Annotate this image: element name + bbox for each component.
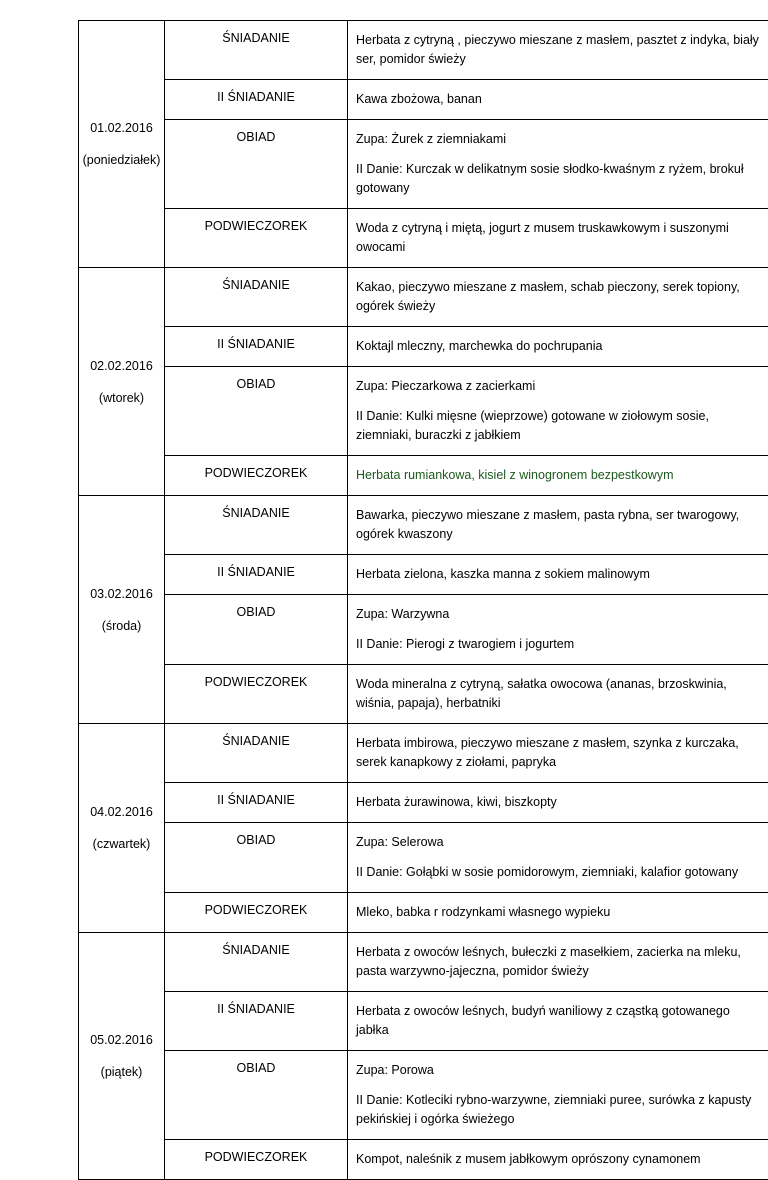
meal-description: Woda z cytryną i miętą, jogurt z musem truskawkowym i suszonymi owocami — [348, 209, 768, 268]
day-date: 03.02.2016 — [90, 587, 153, 601]
day-cell — [79, 496, 165, 724]
main-dish-text: II Danie: Kurczak w delikatnym sosie słodko-kwaśnym z ryżem, brokuł gotowany — [356, 160, 765, 198]
meal-label: OBIAD — [165, 120, 348, 209]
meal-label: PODWIECZOREK — [165, 456, 348, 496]
meal-description: Kawa zbożowa, banan — [348, 80, 768, 120]
day-cell — [79, 933, 165, 1180]
meal-description: Herbata z cytryną , pieczywo mieszane z masłem, pasztet z indyka, biały ser, pomidor świeży — [348, 21, 768, 80]
meal-label: PODWIECZOREK — [165, 665, 348, 724]
day-date: 04.02.2016 — [90, 805, 153, 819]
main-dish-text: II Danie: Pierogi z twarogiem i jogurtem — [356, 635, 765, 654]
meal-label: ŚNIADANIE — [165, 496, 348, 555]
menu-row — [79, 933, 768, 992]
meal-description: Herbata rumiankowa, kisiel z winogronem bezpestkowym — [348, 456, 768, 496]
meal-label: OBIAD — [165, 595, 348, 665]
meal-description: Herbata żurawinowa, kiwi, biszkopty — [348, 783, 768, 823]
main-dish-text: II Danie: Kulki mięsne (wieprzowe) gotowane w ziołowym sosie, ziemniaki, buraczki z jabłkiem — [356, 407, 765, 445]
menu-row — [79, 783, 768, 823]
meal-description: Bawarka, pieczywo mieszane z masłem, pasta rybna, ser twarogowy, ogórek kwaszony — [348, 496, 768, 555]
meal-description — [348, 120, 768, 209]
meal-description: Kompot, naleśnik z musem jabłkowym oprószony cynamonem — [348, 1140, 768, 1180]
meal-description: Woda mineralna z cytryną, sałatka owocowa (ananas, brzoskwinia, wiśnia, papaja), herbatniki — [348, 665, 768, 724]
meal-label: II ŚNIADANIE — [165, 80, 348, 120]
menu-row — [79, 120, 768, 209]
meal-label: PODWIECZOREK — [165, 1140, 348, 1180]
day-date: 01.02.2016 — [90, 121, 153, 135]
main-dish-text: II Danie: Gołąbki w sosie pomidorowym, ziemniaki, kalafior gotowany — [356, 863, 765, 882]
meal-label: ŚNIADANIE — [165, 724, 348, 783]
day-weekday: (poniedziałek) — [83, 153, 161, 167]
meal-description — [348, 367, 768, 456]
menu-row — [79, 665, 768, 724]
meal-description — [348, 595, 768, 665]
menu-row — [79, 496, 768, 555]
soup-text: Zupa: Żurek z ziemniakami — [356, 130, 765, 149]
weekly-menu-table — [78, 20, 768, 1180]
meal-description: Kakao, pieczywo mieszane z masłem, schab pieczony, serek topiony, ogórek świeży — [348, 268, 768, 327]
day-date: 05.02.2016 — [90, 1033, 153, 1047]
soup-text: Zupa: Warzywna — [356, 605, 765, 624]
meal-label: ŚNIADANIE — [165, 268, 348, 327]
menu-row — [79, 992, 768, 1051]
menu-row — [79, 327, 768, 367]
soup-text: Zupa: Porowa — [356, 1061, 765, 1080]
meal-label: II ŚNIADANIE — [165, 555, 348, 595]
meal-description — [348, 823, 768, 893]
menu-row — [79, 595, 768, 665]
menu-row — [79, 209, 768, 268]
day-date: 02.02.2016 — [90, 359, 153, 373]
meal-label: ŚNIADANIE — [165, 21, 348, 80]
menu-row — [79, 555, 768, 595]
day-weekday: (czwartek) — [93, 837, 151, 851]
menu-row — [79, 724, 768, 783]
meal-label: II ŚNIADANIE — [165, 327, 348, 367]
meal-description: Herbata zielona, kaszka manna z sokiem malinowym — [348, 555, 768, 595]
menu-row — [79, 1140, 768, 1180]
menu-row — [79, 268, 768, 327]
menu-row — [79, 80, 768, 120]
main-dish-text: II Danie: Kotleciki rybno-warzywne, ziemniaki puree, surówka z kapusty pekińskiej i ogórka świeżego — [356, 1091, 765, 1129]
day-cell — [79, 724, 165, 933]
meal-label: ŚNIADANIE — [165, 933, 348, 992]
day-cell — [79, 268, 165, 496]
meal-label: II ŚNIADANIE — [165, 783, 348, 823]
meal-label: OBIAD — [165, 1051, 348, 1140]
meal-label: PODWIECZOREK — [165, 209, 348, 268]
day-weekday: (piątek) — [101, 1065, 143, 1079]
meal-description: Koktajl mleczny, marchewka do pochrupania — [348, 327, 768, 367]
menu-row — [79, 1051, 768, 1140]
meal-description: Mleko, babka r rodzynkami własnego wypieku — [348, 893, 768, 933]
meal-description: Herbata z owoców leśnych, budyń waniliowy z cząstką gotowanego jabłka — [348, 992, 768, 1051]
meal-label: OBIAD — [165, 823, 348, 893]
menu-row — [79, 367, 768, 456]
menu-row — [79, 21, 768, 80]
day-weekday: (wtorek) — [99, 391, 144, 405]
day-weekday: (środa) — [102, 619, 142, 633]
day-cell — [79, 21, 165, 268]
meal-label: PODWIECZOREK — [165, 893, 348, 933]
meal-description — [348, 1051, 768, 1140]
meal-label: OBIAD — [165, 367, 348, 456]
menu-row — [79, 456, 768, 496]
soup-text: Zupa: Pieczarkowa z zacierkami — [356, 377, 765, 396]
meal-description: Herbata z owoców leśnych, bułeczki z masełkiem, zacierka na mleku, pasta warzywno-jajeczna, pomidor świeży — [348, 933, 768, 992]
meal-description: Herbata imbirowa, pieczywo mieszane z masłem, szynka z kurczaka, serek kanapkowy z ziołami, papryka — [348, 724, 768, 783]
menu-row — [79, 893, 768, 933]
meal-label: II ŚNIADANIE — [165, 992, 348, 1051]
menu-row — [79, 823, 768, 893]
soup-text: Zupa: Selerowa — [356, 833, 765, 852]
